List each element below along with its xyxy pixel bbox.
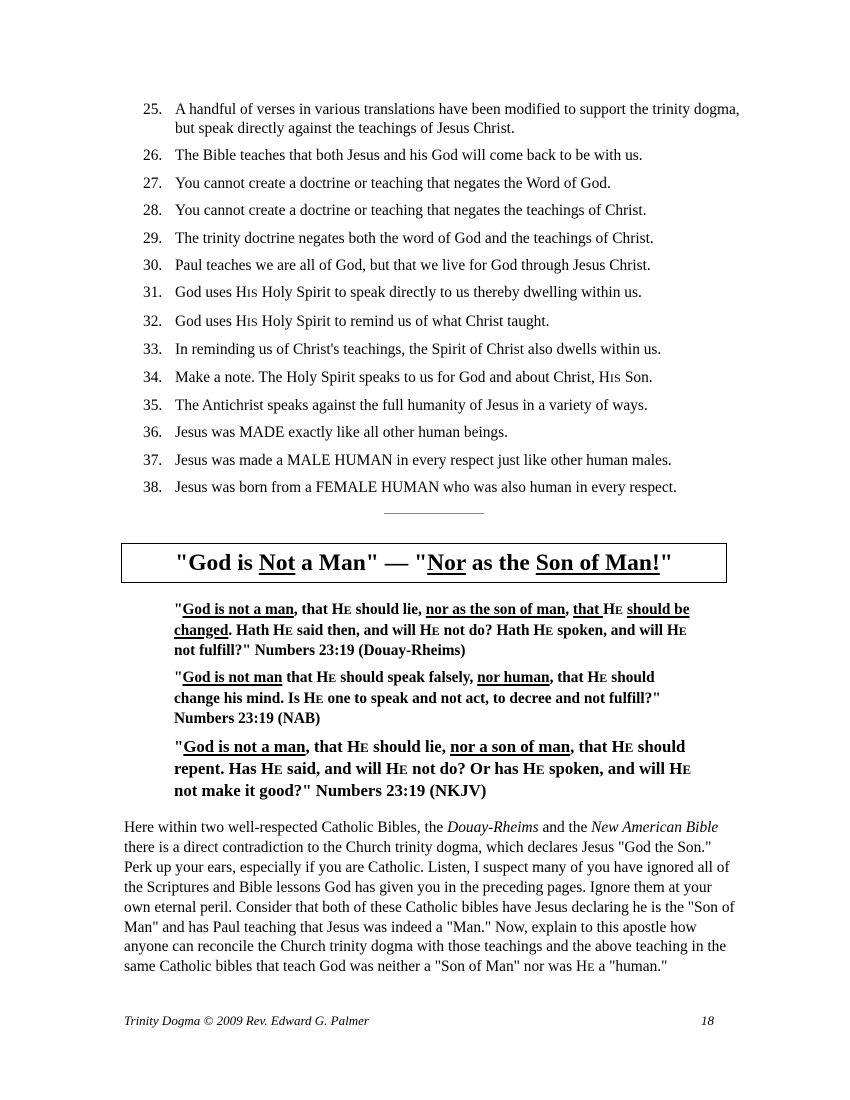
underlined-text: God is not man xyxy=(182,669,283,686)
small-caps-text: H xyxy=(575,958,588,976)
small-caps-text: H xyxy=(419,621,432,639)
list-item xyxy=(143,283,743,303)
text-run: , that xyxy=(570,737,612,756)
small-caps-text: H xyxy=(273,621,285,639)
list-item-number: 29. xyxy=(143,229,163,247)
small-caps-text: E xyxy=(343,603,352,617)
list-item xyxy=(143,423,743,442)
small-caps-text: IS xyxy=(246,314,258,329)
text-run: You cannot create a doctrine or teaching that negates the teachings of Christ. xyxy=(175,202,647,220)
small-caps-text: IS xyxy=(609,370,621,385)
small-caps-text: H xyxy=(385,759,399,778)
text-run: said, and will xyxy=(282,759,386,778)
underlined-text: nor human xyxy=(477,669,550,686)
text-run: a "human." xyxy=(594,958,668,976)
list-item-text xyxy=(175,312,743,332)
small-caps-text: E xyxy=(682,762,692,777)
small-caps-text: E xyxy=(398,762,408,777)
text-run: there is a direct contradiction to the Church trinity dogma, which declares Jesus "God the Son." Perk up your ears, especially if you are Catholic. Listen, I suspect many of you have ignored all of the Scriptures and Bible lessons God has given you in the preceding pages. Ignore them at your own eternal peril. Consider that both of these Catholic bibles have Jesus declaring he is the "Son of Man" and has Paul teaching that Jesus was indeed a "Man." Now, explain to this apostle how anyone can reconcile the Church trinity dogma with those teachings and the above teaching in the same Catholic bibles that teach God was neither a "Son of Man" nor was xyxy=(124,838,735,976)
text-run: and the xyxy=(538,819,592,836)
small-caps-text: H xyxy=(235,312,247,330)
small-caps-text: H xyxy=(522,759,536,778)
numbered-list xyxy=(143,100,743,505)
small-caps-text: H xyxy=(303,689,316,707)
list-item-number: 32. xyxy=(143,312,163,330)
text-run: God uses xyxy=(175,312,236,330)
body-paragraph xyxy=(124,818,739,978)
text-run: said then, and will xyxy=(293,621,420,639)
section-title-box xyxy=(121,543,727,583)
text-run: as the xyxy=(465,549,536,576)
text-run: " xyxy=(174,737,184,756)
text-run: , that xyxy=(549,669,588,686)
small-caps-text: H xyxy=(235,284,247,302)
list-item-text xyxy=(175,256,743,275)
small-caps-text: H xyxy=(611,737,625,756)
page-number: 18 xyxy=(701,1013,714,1028)
page-footer xyxy=(124,1013,714,1029)
text-run: Here within two well-respected Catholic Bibles, the xyxy=(124,819,448,836)
list-item xyxy=(143,100,743,138)
text-run: "God is xyxy=(175,549,259,576)
small-caps-text: H xyxy=(587,669,600,686)
scripture-quote-douay-rheims xyxy=(174,600,694,661)
small-caps-text: IS xyxy=(246,286,258,301)
scripture-quote-nkjv xyxy=(174,736,694,801)
text-run: In reminding us of Christ's teachings, the Spirit of Christ also dwells within us. xyxy=(175,341,662,359)
text-run: a Man" — " xyxy=(295,549,428,576)
text-run: Jesus was born from a FEMALE HUMAN who was also human in every respect. xyxy=(175,479,677,497)
list-item-number: 35. xyxy=(143,396,163,414)
list-item-text xyxy=(175,283,743,303)
list-item-text xyxy=(175,229,743,248)
small-caps-text: H xyxy=(666,621,679,639)
list-item-text xyxy=(175,368,743,388)
small-caps-text: E xyxy=(431,623,440,638)
text-run: " xyxy=(174,669,183,686)
underlined-text: God is not a man xyxy=(182,601,294,618)
small-caps-text: H xyxy=(316,669,329,686)
small-caps-text: H xyxy=(598,368,610,386)
italic-text: Douay-Rheims xyxy=(447,819,539,836)
list-item xyxy=(143,478,743,497)
small-caps-text: E xyxy=(284,623,294,638)
small-caps-text: E xyxy=(273,762,283,777)
underlined-text: should be changed xyxy=(174,601,690,639)
text-run: should lie, xyxy=(368,737,451,756)
section-divider xyxy=(384,513,484,514)
text-run: not do? Or has xyxy=(407,759,523,778)
underlined-text: nor a son of man xyxy=(450,737,571,756)
text-run: , that xyxy=(305,737,347,756)
list-item-text xyxy=(175,201,743,220)
list-item-number: 28. xyxy=(143,202,163,220)
text-run: " xyxy=(659,549,673,576)
text-run: not do? Hath xyxy=(439,621,534,639)
list-item-number: 31. xyxy=(143,284,163,302)
small-caps-text: H xyxy=(260,759,274,778)
text-run: The trinity doctrine negates both the word of God and the teachings of Christ. xyxy=(175,229,654,247)
small-caps-text: H xyxy=(331,601,344,618)
text-run: Make a note. The Holy Spirit speaks to us for God and about Christ, xyxy=(175,368,599,386)
underlined-text: God is not a man xyxy=(183,737,306,756)
text-run: The Antichrist speaks against the full humanity of Jesus in a variety of ways. xyxy=(175,396,648,414)
list-item-text xyxy=(175,146,743,165)
footer-copyright: Trinity Dogma © 2009 Rev. Edward G. Palmer xyxy=(124,1013,369,1028)
list-item xyxy=(143,256,743,275)
list-item-text xyxy=(175,100,743,138)
text-run: Holy Spirit to remind us of what Christ taught. xyxy=(257,312,550,330)
text-run: not make it good?" Numbers 23:19 (NKJV) xyxy=(174,781,487,800)
list-item-number: 27. xyxy=(143,174,163,192)
list-item-text xyxy=(175,451,743,470)
text-run: A handful of verses in various translations have been modified to support the trinity dogma, but speak directly against the teachings of Jesus Christ. xyxy=(175,101,740,137)
text-run: " xyxy=(174,601,183,618)
list-item-number: 33. xyxy=(143,341,163,359)
text-run: , that xyxy=(293,601,332,618)
list-item-text xyxy=(175,396,743,415)
text-run: one to speak and not act, to decree and not fulfill?" Numbers 23:19 (NAB) xyxy=(174,689,661,727)
text-run: God uses xyxy=(175,284,236,302)
small-caps-text: H xyxy=(669,759,683,778)
list-item xyxy=(143,368,743,388)
small-caps-text: E xyxy=(545,623,554,638)
scripture-quote-nab xyxy=(174,668,694,729)
text-run: , xyxy=(565,601,573,618)
text-run: should change his mind. Is xyxy=(174,669,655,707)
list-item-number: 30. xyxy=(143,256,163,274)
list-item xyxy=(143,174,743,193)
small-caps-text: E xyxy=(624,740,634,755)
list-item xyxy=(143,396,743,415)
list-item-text xyxy=(175,478,743,497)
underlined-text: Son of Man! xyxy=(535,549,660,576)
text-run: Holy Spirit to speak directly to us thereby dwelling within us. xyxy=(257,284,642,302)
small-caps-text: E xyxy=(678,623,687,638)
small-caps-text: H xyxy=(533,621,546,639)
small-caps-text: E xyxy=(328,671,337,685)
list-item xyxy=(143,340,743,359)
text-run: Son. xyxy=(620,368,653,386)
text-run: should lie, xyxy=(351,601,426,618)
list-item-number: 26. xyxy=(143,147,163,165)
list-item xyxy=(143,229,743,248)
text-run: spoken, and will xyxy=(544,759,670,778)
small-caps-text: E xyxy=(587,960,595,975)
text-run: The Bible teaches that both Jesus and his God will come back to be with us. xyxy=(175,147,643,165)
underlined-text: Nor xyxy=(427,549,466,576)
underlined-text: Not xyxy=(258,549,296,576)
text-run: . Hath xyxy=(228,621,274,639)
section-title xyxy=(175,550,673,577)
text-run: that xyxy=(282,669,317,686)
text-run: not fulfill?" Numbers 23:19 (Douay-Rheims) xyxy=(174,642,466,659)
list-item xyxy=(143,451,743,470)
text-run: should speak falsely, xyxy=(336,669,478,686)
list-item-text xyxy=(175,174,743,193)
small-caps-text: E xyxy=(535,762,545,777)
underlined-text: nor as the son of man xyxy=(425,601,566,618)
list-item-number: 34. xyxy=(143,368,163,386)
italic-text: New American Bible xyxy=(591,819,719,836)
small-caps-text: E xyxy=(315,691,324,706)
small-caps-text: E xyxy=(360,740,369,755)
text-run: spoken, and will xyxy=(553,621,667,639)
text-run: Paul teaches we are all of God, but that we live for God through Jesus Christ. xyxy=(175,256,651,274)
list-item xyxy=(143,201,743,220)
text-run: Jesus was MADE exactly like all other human beings. xyxy=(175,424,508,442)
small-caps-text: H xyxy=(346,737,361,756)
list-item-number: 25. xyxy=(143,101,163,118)
list-item-text xyxy=(175,423,743,442)
list-item xyxy=(143,146,743,165)
small-caps-text: E xyxy=(599,671,608,685)
text-run: You cannot create a doctrine or teaching that negates the Word of God. xyxy=(175,174,611,192)
text-run: should repent. Has xyxy=(174,737,686,778)
text-run: Jesus was made a MALE HUMAN in every respect just like other human males. xyxy=(175,451,672,469)
list-item-number: 36. xyxy=(143,424,163,442)
small-caps-text: H xyxy=(603,601,615,618)
list-item-text xyxy=(175,340,743,359)
list-item-number: 37. xyxy=(143,451,163,469)
small-caps-text: E xyxy=(615,603,624,617)
underlined-text: that xyxy=(572,601,604,618)
list-item-number: 38. xyxy=(143,479,163,497)
list-item xyxy=(143,312,743,332)
